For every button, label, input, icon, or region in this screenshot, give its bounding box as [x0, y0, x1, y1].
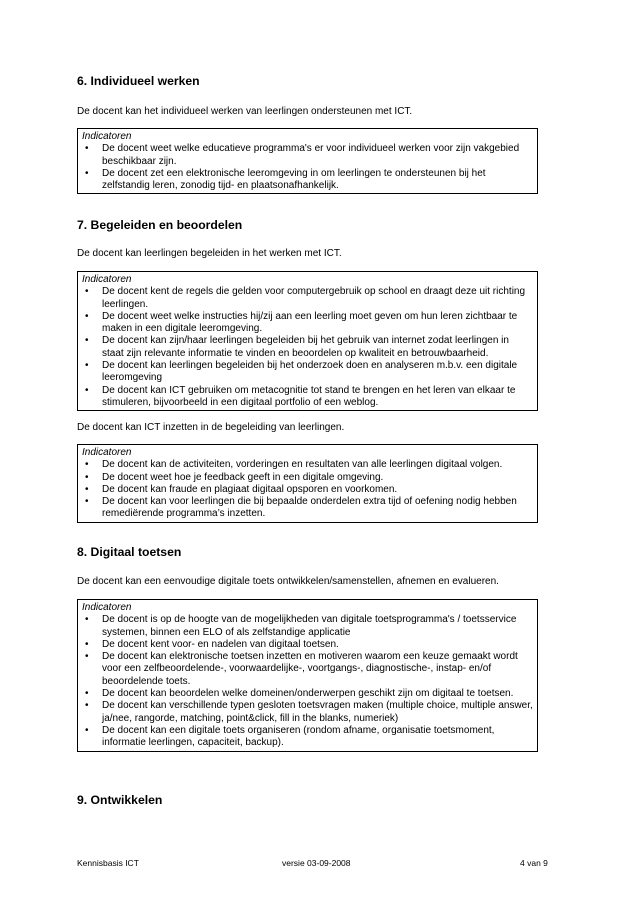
list-item: • De docent is op de hoogte van de mogelijkheden van digitale toetsprogramma's / toetsservice systemen, binnen een ELO of als zelfstandige applicatie — [85, 614, 517, 638]
section-7-intro-2: De docent kan ICT inzetten in de begeleiding van leerlingen. — [77, 422, 345, 433]
indicator-label: Indicatoren — [82, 447, 132, 458]
list-item: • De docent kan de activiteiten, vorderingen en resultaten van alle leerlingen digitaal volgen. — [85, 459, 503, 471]
list-item: • De docent weet hoe je feedback geeft in een digitale omgeving. — [85, 471, 384, 483]
list-item: • De docent kan een digitale toets organiseren (rondom afname, organisatie toetsmoment, informatie leerlingen, capaciteit, backup). — [85, 724, 495, 749]
list-item: • De docent zet een elektronische leeromgeving in om leerlingen te ondersteunen bij het zelfstandig leren, zonodig tijd- en plaatsonafhankelijk. — [85, 167, 486, 192]
list-item: • De docent kent voor- en nadelen van digitaal toetsen. — [85, 638, 339, 650]
section-9-heading: 9. Ontwikkelen — [77, 793, 163, 807]
section-7-indicator-box-2 — [77, 444, 538, 523]
section-7-indicator-box — [77, 271, 538, 411]
section-6-indicator-box — [77, 128, 538, 194]
indicator-list — [82, 286, 533, 409]
list-item: • De docent kan leerlingen begeleiden bij het onderzoek doen en analyseren m.b.v. een digitale leeromgeving — [85, 360, 518, 384]
list-item: • De docent kan zijn/haar leerlingen begeleiden bij het gebruik van internet zodat leerlingen in staat zijn relevante informatie te vinden en beoordelen op kwaliteit en betrouwbaarheid. — [85, 335, 509, 359]
footer-page-number: 4 van 9 — [520, 858, 548, 868]
list-item: • De docent kan voor leerlingen die bij bepaalde onderdelen extra tijd of oefening nodig hebben remediërende programma’s inzetten. — [85, 496, 517, 520]
section-6-heading: 6. Individueel werken — [77, 74, 200, 88]
indicator-list — [82, 459, 533, 520]
list-item: • De docent kan elektronische toetsen inzetten en motiveren waarom een keuze gemaakt wordt voor een zelfbeoordelende-, voorwaardelijke-, voortgangs-, diagnostische-, instap- en/of beoordelende toets. — [85, 651, 518, 687]
list-item: • De docent kent de regels die gelden voor computergebruik op school en draagt deze uit richting leerlingen. — [85, 286, 526, 310]
indicator-label: Indicatoren — [82, 274, 132, 285]
list-item: • De docent kan ICT gebruiken om metacognitie tot stand te brengen en het leren van elkaar te stimuleren, bijvoorbeeld in een digitaal portfolio of een weblog. — [85, 384, 516, 408]
indicator-label: Indicatoren — [82, 602, 132, 613]
list-item: • De docent weet welke educatieve programma's er voor individueel werken voor zijn vakgebied beschikbaar zijn. — [85, 143, 520, 167]
section-8-indicator-box — [77, 599, 538, 752]
list-item: • De docent weet welke instructies hij/zij aan een leerling moet geven om hun leren zichtbaar te maken in een digitale leeromgeving. — [85, 310, 518, 335]
indicator-list — [82, 143, 533, 192]
section-7-intro: De docent kan leerlingen begeleiden in het werken met ICT. — [77, 248, 342, 259]
section-7-heading: 7. Begeleiden en beoordelen — [77, 218, 243, 232]
section-8-heading: 8. Digitaal toetsen — [77, 545, 182, 559]
section-8-intro: De docent kan een eenvoudige digitale toets ontwikkelen/samenstellen, afnemen en evalueren. — [77, 576, 499, 587]
list-item: • De docent kan verschillende typen gesloten toetsvragen maken (multiple choice, multiple answer, ja/nee, rangorde, matching, point&click, fill in the blanks, numeriek) — [85, 700, 533, 724]
list-item: • De docent kan fraude en plagiaat digitaal opsporen en voorkomen. — [85, 483, 398, 495]
footer-title: Kennisbasis ICT — [77, 858, 139, 868]
footer-version: versie 03-09-2008 — [282, 858, 351, 868]
indicator-label: Indicatoren — [82, 131, 132, 142]
list-item: • De docent kan beoordelen welke domeinen/onderwerpen geschikt zijn om digitaal te toetsen. — [85, 688, 514, 700]
indicator-list — [82, 614, 533, 749]
section-6-intro: De docent kan het individueel werken van leerlingen ondersteunen met ICT. — [77, 106, 413, 117]
